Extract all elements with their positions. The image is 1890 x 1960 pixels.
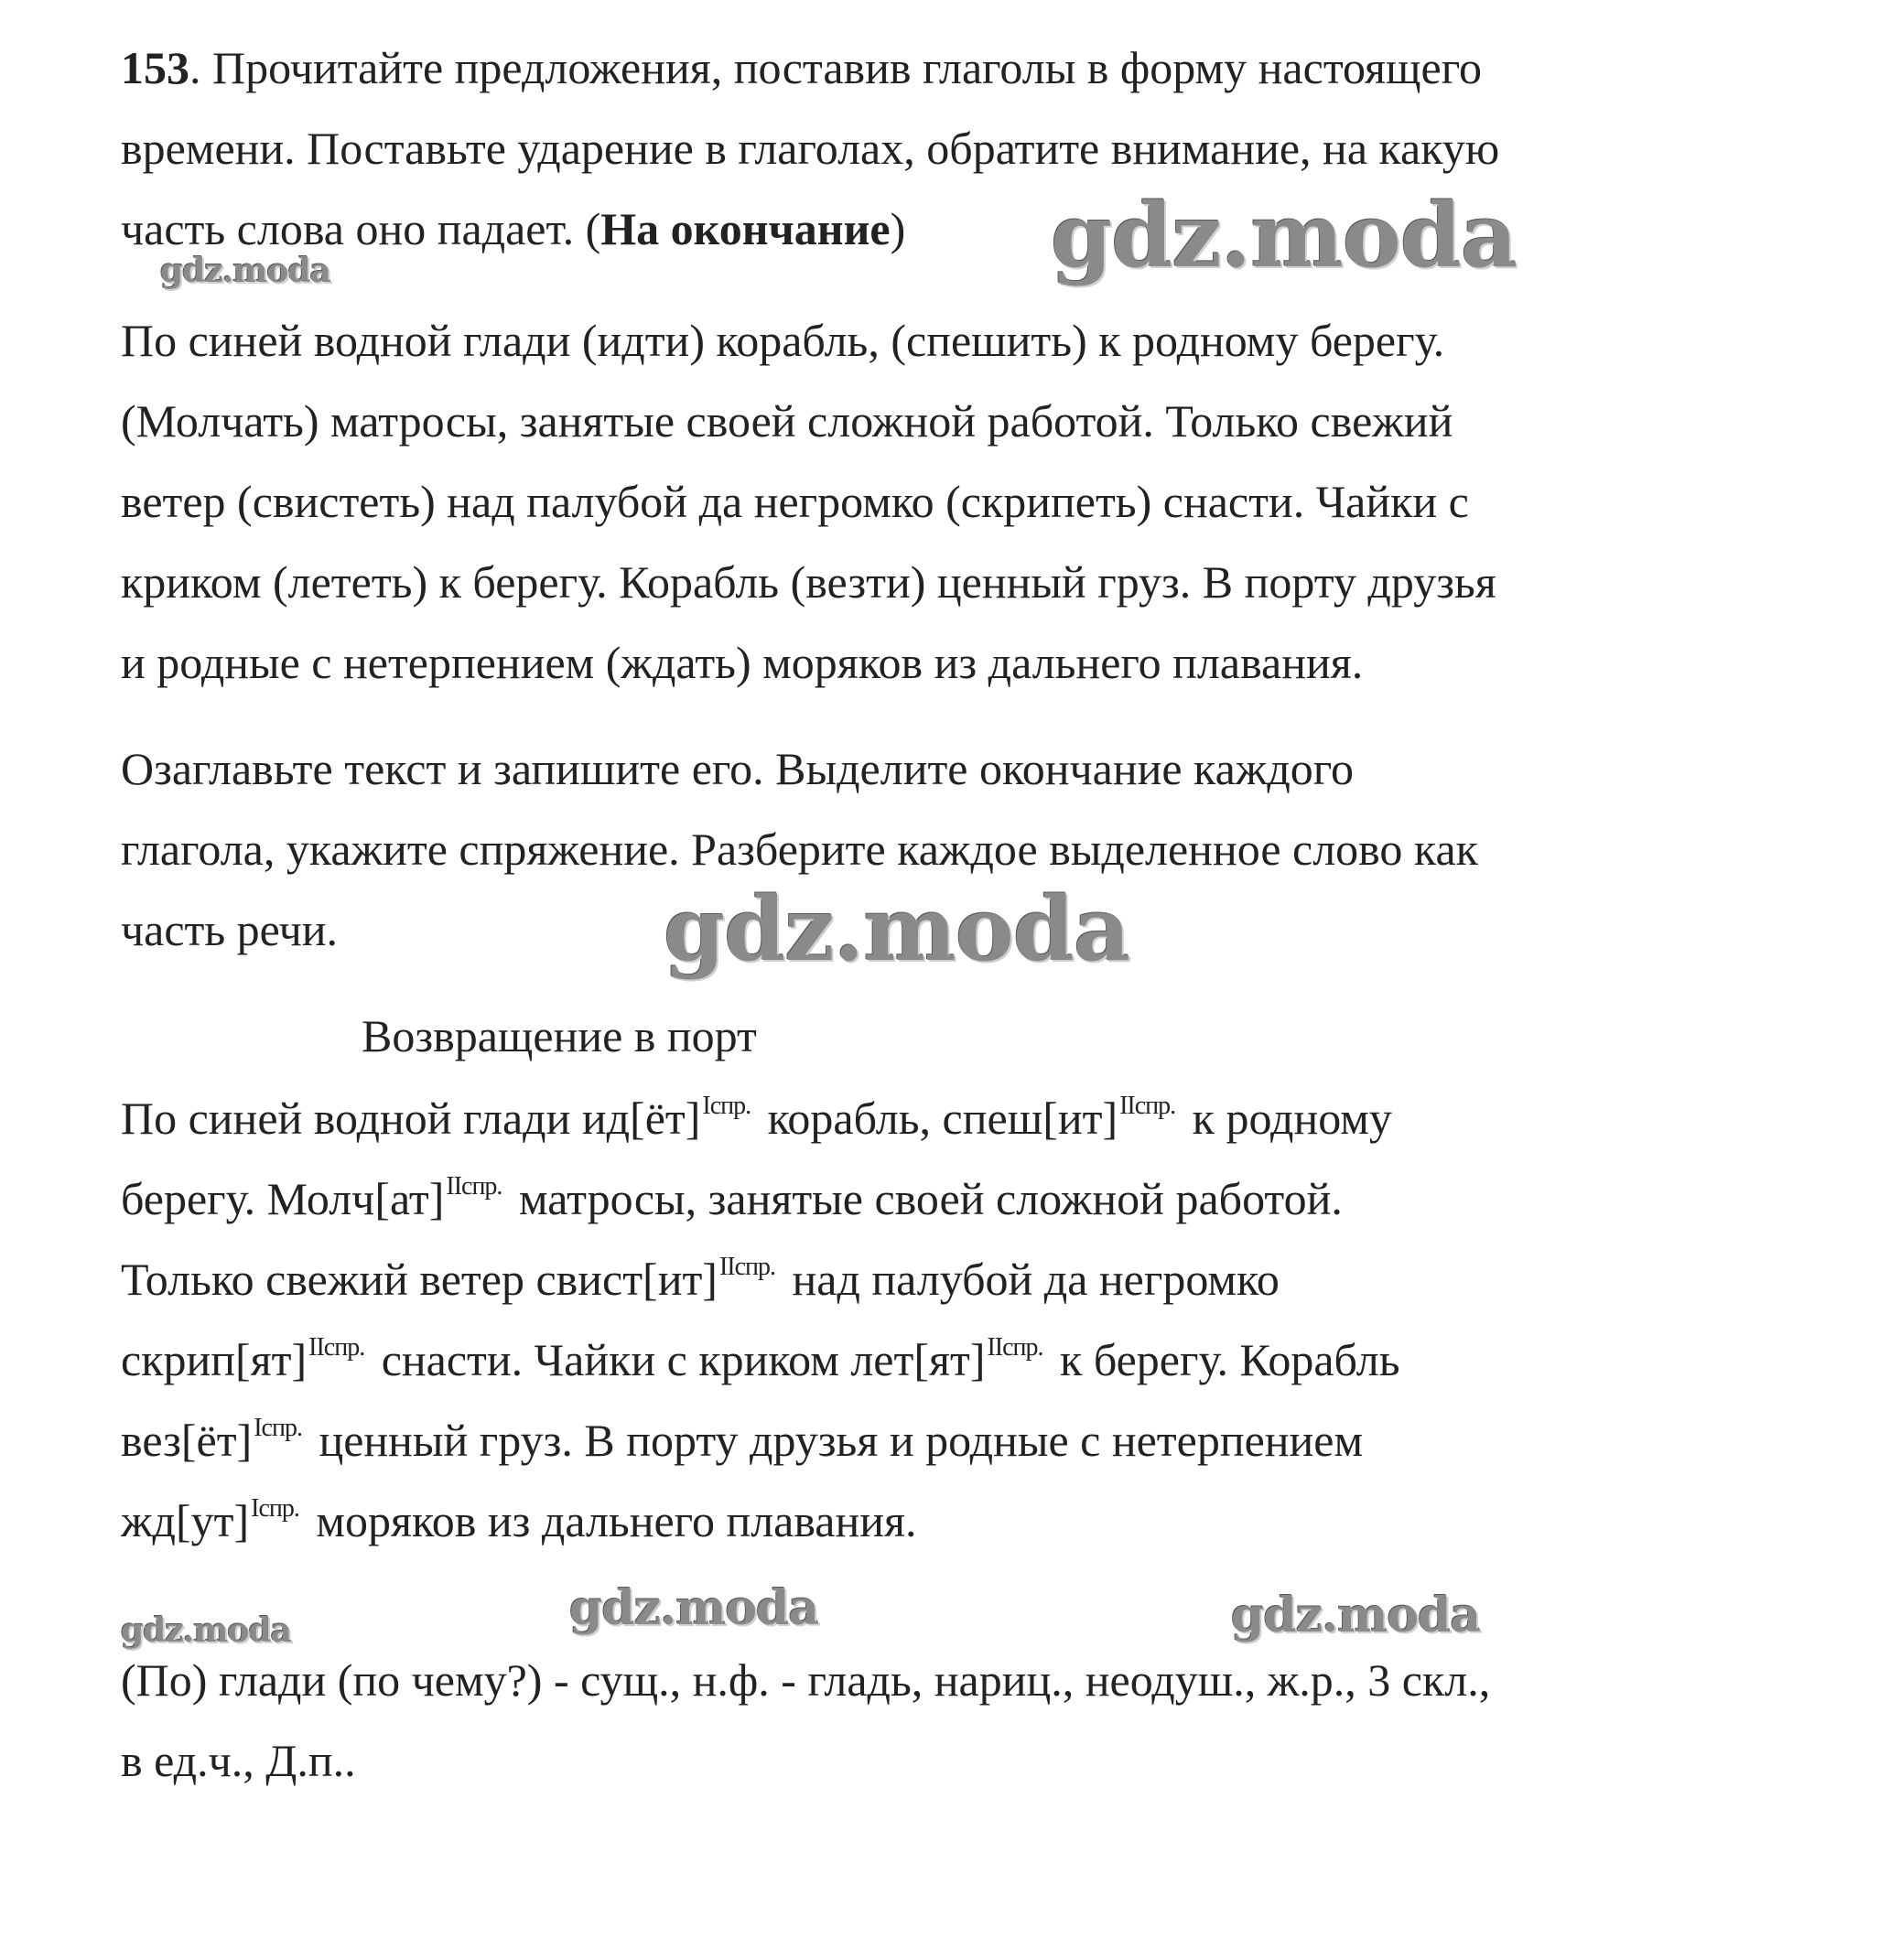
- conjugation-mark: Iспр.: [254, 1414, 302, 1442]
- instruction-line-1: Озаглавьте текст и запишите его. Выделите окончание каждого: [121, 743, 1355, 794]
- answer-text: к родному: [1181, 1093, 1392, 1144]
- answer-text: вез[ёт]: [121, 1415, 253, 1466]
- instruction-line-2: глагола, укажите спряжение. Разберите каждое выделенное слово как: [121, 824, 1478, 875]
- answer-text: ценный груз. В порту друзья и родные с нетерпением: [307, 1415, 1364, 1466]
- conjugation-mark: Iспр.: [702, 1092, 751, 1120]
- analysis-line-2: в ед.ч., Д.п..: [121, 1735, 356, 1786]
- task-text-3: часть слова оно падает. (: [121, 203, 601, 254]
- task-text-3-end: ): [890, 203, 906, 254]
- answer-title: Возвращение в порт: [362, 1010, 757, 1061]
- answer-line-1: [121, 1091, 1392, 1154]
- watermark: gdz.moda: [160, 252, 330, 290]
- answer-text: берегу. Молч[ат]: [121, 1173, 445, 1224]
- instruction-line-3: часть речи.: [121, 904, 339, 955]
- analysis-line-1: (По) глади (по чему?) - сущ., н.ф. - гладь, нариц., неодуш., ж.р., 3 скл.,: [121, 1654, 1491, 1706]
- conjugation-mark: IIспр.: [308, 1333, 365, 1362]
- task-answer-hint: На окончание: [600, 203, 891, 254]
- source-line-4: криком (лететь) к берегу. Корабль (везти) ценный груз. В порту друзья: [121, 556, 1496, 608]
- conjugation-mark: IIспр.: [987, 1333, 1043, 1362]
- conjugation-mark: IIспр.: [1119, 1092, 1176, 1120]
- answer-line-2: [121, 1171, 1343, 1234]
- task-text-1: . Прочитайте предложения, поставив глаголы в форму настоящего: [189, 42, 1483, 93]
- task-line-1: [121, 40, 1482, 95]
- answer-text: к берегу. Корабль: [1048, 1334, 1400, 1385]
- watermark: gdz.moda: [121, 1611, 291, 1650]
- answer-text: Только свежий ветер свист[ит]: [121, 1254, 718, 1305]
- answer-text: По синей водной глади ид[ёт]: [121, 1093, 701, 1144]
- source-line-3: ветер (свистеть) над палубой да негромко (скрипеть) снасти. Чайки с: [121, 476, 1469, 527]
- watermark: gdz.moda: [664, 878, 1130, 981]
- answer-line-4: [121, 1332, 1400, 1395]
- answer-text: снасти. Чайки с криком лет[ят]: [370, 1334, 986, 1385]
- source-line-2: (Молчать) матросы, занятые своей сложной работой. Только свежий: [121, 395, 1453, 447]
- watermark: gdz.moda: [569, 1580, 819, 1636]
- answer-text: моряков из дальнего плавания.: [304, 1495, 917, 1546]
- conjugation-mark: Iспр.: [251, 1494, 299, 1523]
- conjugation-mark: IIспр.: [718, 1253, 776, 1281]
- source-line-1: По синей водной глади (идти) корабль, (спешить) к родному берегу.: [121, 315, 1445, 366]
- conjugation-mark: IIспр.: [446, 1172, 502, 1201]
- answer-line-6: [121, 1493, 917, 1556]
- answer-text: скрип[ят]: [121, 1334, 308, 1385]
- answer-line-5: [121, 1413, 1363, 1476]
- watermark: gdz.moda: [1231, 1588, 1481, 1643]
- answer-line-3: [121, 1252, 1280, 1315]
- task-line-2: времени. Поставьте ударение в глаголах, обратите внимание, на какую: [121, 123, 1500, 174]
- watermark: gdz.moda: [1051, 184, 1517, 287]
- source-line-5: и родные с нетерпением (ждать) моряков из дальнего плавания.: [121, 637, 1364, 688]
- answer-text: жд[ут]: [121, 1495, 250, 1546]
- answer-text: над палубой да негромко: [781, 1254, 1280, 1305]
- task-number: 153: [121, 42, 189, 93]
- answer-text: корабль, спеш[ит]: [756, 1093, 1118, 1144]
- answer-text: матросы, занятые своей сложной работой.: [507, 1173, 1343, 1224]
- task-line-3: [121, 201, 905, 256]
